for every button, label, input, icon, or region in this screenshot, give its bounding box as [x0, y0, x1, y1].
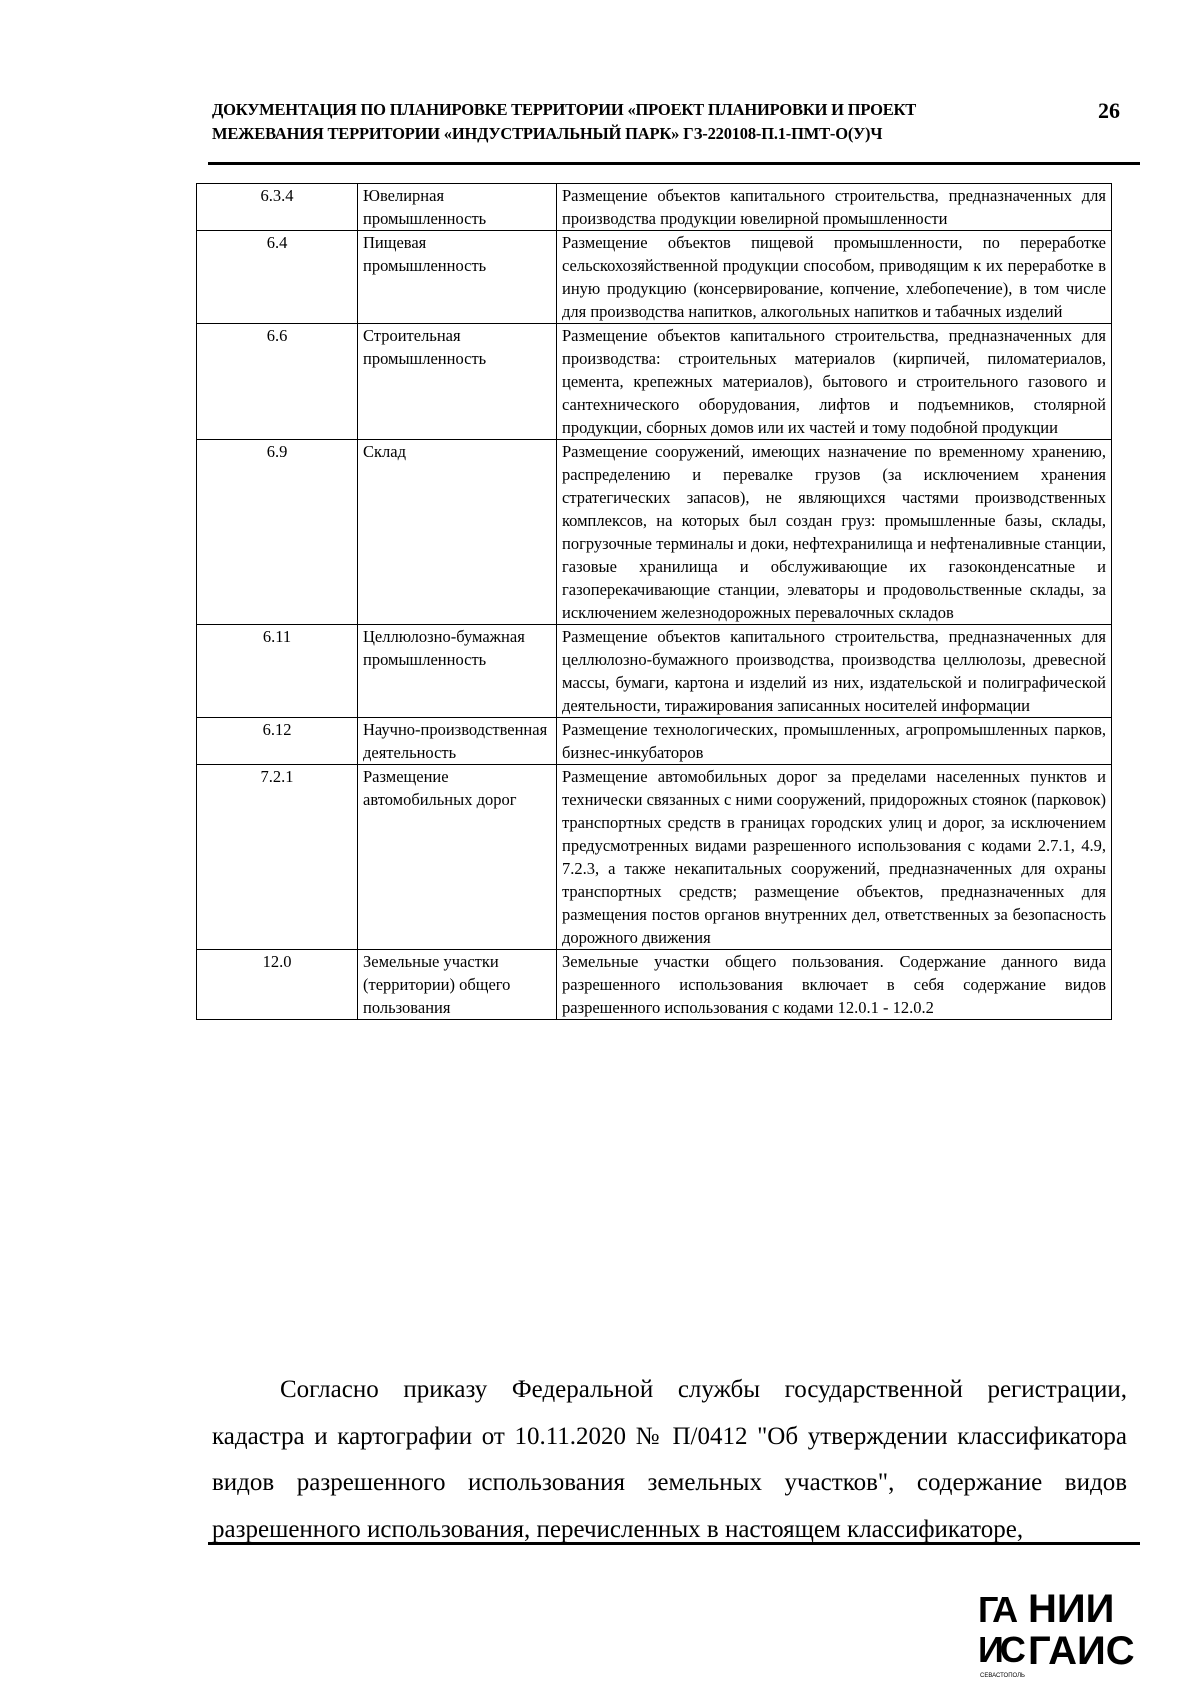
body-paragraph: Согласно приказу Федеральной службы государственной регистрации, кадастра и картографии от 10.11.2020 № П/0412 "Об утверждении классификатора видов разрешенного использования земельных участков", содержание видов разрешенного использования, перечисленных в настоящем классификаторе, — [212, 1376, 1127, 1543]
row-name: Пищевая промышленность — [358, 231, 557, 324]
row-code: 6.11 — [197, 625, 358, 718]
footer-divider — [208, 1542, 1140, 1545]
logo-text-top: НИИ — [1028, 1587, 1115, 1631]
row-code: 12.0 — [197, 950, 358, 1020]
row-code: 6.3.4 — [197, 184, 358, 231]
row-code: 6.12 — [197, 718, 358, 765]
row-description: Размещение объектов капитального строительства, предназначенных для целлюлозно-бумажного производства, производства целлюлозы, древесной массы, бумаги, картона и изделий из них, издательской и полиграфической деятельности, тиражирования записанных носителей информации — [557, 625, 1112, 718]
header-title-line-1: ДОКУМЕНТАЦИЯ ПО ПЛАНИРОВКЕ ТЕРРИТОРИИ «ПРОЕКТ ПЛАНИРОВКИ И ПРОЕКТ — [212, 100, 917, 119]
row-description: Размещение объектов капитального строительства, предназначенных для производства: строительных материалов (кирпичей, пиломатериалов, цемента, крепежных материалов), бытового и строительного газового и сантехнического оборудования, лифтов и подъемников, столярной продукции, сборных домов или их частей и тому подобной продукции — [557, 324, 1112, 440]
logo-caption: СЕВАСТОПОЛЬ — [980, 1673, 1025, 1679]
row-description: Размещение сооружений, имеющих назначение по временному хранению, распределению и перевалке грузов (за исключением хранения стратегических запасов), не являющихся частями производственных комплексов, на которых был создан груз: промышленные базы, склады, погрузочные терминалы и доки, нефтехранилища и нефтеналивные станции, газовые хранилища и обслуживающие их газоконденсатные и газоперекачивающие станции, элеваторы и продовольственные склады, за исключением железнодорожных перевалочных складов — [557, 440, 1112, 625]
table-row — [197, 324, 1112, 440]
header-divider — [208, 162, 1140, 165]
table-row — [197, 440, 1112, 625]
row-name: Ювелирная промышленность — [358, 184, 557, 231]
logo-mark-bottom: ИС — [978, 1629, 1022, 1670]
table-row — [197, 950, 1112, 1020]
logo-mark-top: ГА — [978, 1589, 1015, 1630]
row-name: Целлюлозно-бумажная промышленность — [358, 625, 557, 718]
logo-text-bottom: ГАИС — [1028, 1629, 1135, 1673]
row-name: Склад — [358, 440, 557, 625]
row-name: Земельные участки (территории) общего пользования — [358, 950, 557, 1020]
row-code: 6.4 — [197, 231, 358, 324]
row-name: Размещение автомобильных дорог — [358, 765, 557, 950]
table-row — [197, 765, 1112, 950]
table-row — [197, 625, 1112, 718]
page-number: 26 — [1098, 98, 1120, 123]
row-code: 6.9 — [197, 440, 358, 625]
row-code: 6.6 — [197, 324, 358, 440]
table-row — [197, 231, 1112, 324]
row-description: Земельные участки общего пользования. Содержание данного вида разрешенного использования включает в себя содержание видов разрешенного использования с кодами 12.0.1 - 12.0.2 — [557, 950, 1112, 1020]
row-code: 7.2.1 — [197, 765, 358, 950]
table-row — [197, 184, 1112, 231]
row-description: Размещение технологических, промышленных, агропромышленных парков, бизнес-инкубаторов — [557, 718, 1112, 765]
row-description: Размещение объектов пищевой промышленности, по переработке сельскохозяйственной продукции способом, приводящим к их переработке в иную продукцию (консервирование, копчение, хлебопечение), в том числе для производства напитков, алкогольных напитков и табачных изделий — [557, 231, 1112, 324]
row-name: Научно-производственная деятельность — [358, 718, 557, 765]
row-description: Размещение автомобильных дорог за пределами населенных пунктов и технически связанных с ними сооружений, придорожных стоянок (парковок) транспортных средств в границах городских улиц и дорог, за исключением предусмотренных видами разрешенного использования с кодами 2.7.1, 4.9, 7.2.3, а также некапитальных сооружений, предназначенных для охраны транспортных средств; размещение объектов, предназначенных для размещения постов органов внутренних дел, ответственных за безопасность дорожного движения — [557, 765, 1112, 950]
nii-gais-logo-icon — [978, 1582, 1140, 1680]
table-row — [197, 718, 1112, 765]
row-description: Размещение объектов капитального строительства, предназначенных для производства продукции ювелирной промышленности — [557, 184, 1112, 231]
document-header-title — [212, 98, 1052, 146]
row-name: Строительная промышленность — [358, 324, 557, 440]
land-use-codes-table — [196, 183, 1112, 1020]
nii-gais-logo — [978, 1582, 1140, 1680]
header-title-line-2: МЕЖЕВАНИЯ ТЕРРИТОРИИ «ИНДУСТРИАЛЬНЫЙ ПАРК» ГЗ-220108-П.1-ПМТ-О(У)Ч — [212, 124, 883, 143]
